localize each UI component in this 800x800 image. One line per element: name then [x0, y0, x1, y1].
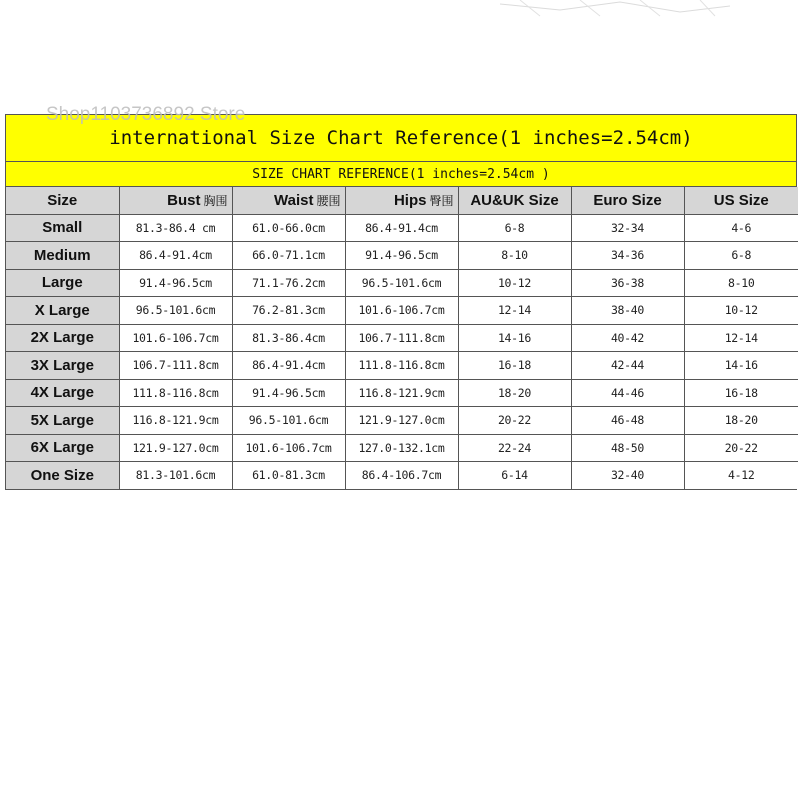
cell-waist: 101.6-106.7cm: [232, 434, 345, 462]
table-header-row: [6, 187, 798, 214]
cell-hips: 86.4-106.7cm: [345, 462, 458, 489]
chart-subtitle: SIZE CHART REFERENCE(1 inches=2.54cm ): [6, 162, 796, 187]
header-hips: Hips 臀围: [345, 187, 458, 214]
cell-euro-size: 40-42: [571, 324, 684, 352]
cell-au-uk-size: 14-16: [458, 324, 571, 352]
cell-hips: 121.9-127.0cm: [345, 407, 458, 435]
header-waist: Waist 腰围: [232, 187, 345, 214]
cell-au-uk-size: 10-12: [458, 269, 571, 297]
table-row: [6, 324, 798, 352]
cell-euro-size: 34-36: [571, 242, 684, 270]
cell-euro-size: 32-40: [571, 462, 684, 489]
cell-bust: 116.8-121.9cm: [119, 407, 232, 435]
header-au-uk-size: AU&UK Size: [458, 187, 571, 214]
cell-us-size: 12-14: [684, 324, 798, 352]
cell-bust: 101.6-106.7cm: [119, 324, 232, 352]
cell-hips: 116.8-121.9cm: [345, 379, 458, 407]
table-row: [6, 242, 798, 270]
cell-euro-size: 48-50: [571, 434, 684, 462]
cell-us-size: 14-16: [684, 352, 798, 380]
cell-bust: 111.8-116.8cm: [119, 379, 232, 407]
cell-size: Medium: [6, 242, 119, 270]
size-table: [6, 187, 798, 489]
cell-bust: 81.3-86.4 cm: [119, 214, 232, 242]
cell-bust: 91.4-96.5cm: [119, 269, 232, 297]
table-row: [6, 352, 798, 380]
cell-au-uk-size: 6-8: [458, 214, 571, 242]
cell-us-size: 20-22: [684, 434, 798, 462]
header-euro-size: Euro Size: [571, 187, 684, 214]
cell-bust: 81.3-101.6cm: [119, 462, 232, 489]
cell-size: 3X Large: [6, 352, 119, 380]
cell-bust: 106.7-111.8cm: [119, 352, 232, 380]
table-row: [6, 379, 798, 407]
header-bust: Bust 胸围: [119, 187, 232, 214]
cell-us-size: 4-6: [684, 214, 798, 242]
cell-au-uk-size: 6-14: [458, 462, 571, 489]
cell-hips: 91.4-96.5cm: [345, 242, 458, 270]
header-size: Size: [6, 187, 119, 214]
chart-title: international Size Chart Reference(1 inches=2.54cm): [6, 115, 796, 162]
cell-us-size: 6-8: [684, 242, 798, 270]
cell-size: X Large: [6, 297, 119, 325]
cell-us-size: 4-12: [684, 462, 798, 489]
cell-waist: 76.2-81.3cm: [232, 297, 345, 325]
table-row: [6, 462, 798, 489]
cell-euro-size: 44-46: [571, 379, 684, 407]
cell-au-uk-size: 16-18: [458, 352, 571, 380]
store-watermark: Shop1103736892 Store: [46, 104, 246, 125]
cell-size: 2X Large: [6, 324, 119, 352]
cell-us-size: 18-20: [684, 407, 798, 435]
table-body: [6, 214, 798, 489]
cell-hips: 101.6-106.7cm: [345, 297, 458, 325]
cell-euro-size: 42-44: [571, 352, 684, 380]
cell-size: Small: [6, 214, 119, 242]
cell-waist: 91.4-96.5cm: [232, 379, 345, 407]
cell-waist: 81.3-86.4cm: [232, 324, 345, 352]
cell-au-uk-size: 8-10: [458, 242, 571, 270]
cell-euro-size: 36-38: [571, 269, 684, 297]
cell-bust: 121.9-127.0cm: [119, 434, 232, 462]
table-row: [6, 434, 798, 462]
cell-au-uk-size: 18-20: [458, 379, 571, 407]
cell-size: One Size: [6, 462, 119, 489]
cell-size: 6X Large: [6, 434, 119, 462]
cell-bust: 96.5-101.6cm: [119, 297, 232, 325]
cell-us-size: 10-12: [684, 297, 798, 325]
cell-size: Large: [6, 269, 119, 297]
cell-waist: 86.4-91.4cm: [232, 352, 345, 380]
cell-au-uk-size: 22-24: [458, 434, 571, 462]
background-decoration: [500, 0, 730, 18]
cell-euro-size: 32-34: [571, 214, 684, 242]
cell-hips: 111.8-116.8cm: [345, 352, 458, 380]
cell-au-uk-size: 12-14: [458, 297, 571, 325]
cell-euro-size: 46-48: [571, 407, 684, 435]
cell-au-uk-size: 20-22: [458, 407, 571, 435]
table-row: [6, 214, 798, 242]
cell-size: 4X Large: [6, 379, 119, 407]
size-chart: [5, 114, 797, 490]
cell-bust: 86.4-91.4cm: [119, 242, 232, 270]
cell-waist: 96.5-101.6cm: [232, 407, 345, 435]
cell-us-size: 8-10: [684, 269, 798, 297]
table-row: [6, 297, 798, 325]
cell-hips: 106.7-111.8cm: [345, 324, 458, 352]
cell-waist: 71.1-76.2cm: [232, 269, 345, 297]
cell-euro-size: 38-40: [571, 297, 684, 325]
header-us-size: US Size: [684, 187, 798, 214]
cell-hips: 86.4-91.4cm: [345, 214, 458, 242]
cell-hips: 96.5-101.6cm: [345, 269, 458, 297]
cell-size: 5X Large: [6, 407, 119, 435]
table-row: [6, 269, 798, 297]
cell-waist: 61.0-66.0cm: [232, 214, 345, 242]
cell-waist: 61.0-81.3cm: [232, 462, 345, 489]
cell-us-size: 16-18: [684, 379, 798, 407]
table-row: [6, 407, 798, 435]
cell-hips: 127.0-132.1cm: [345, 434, 458, 462]
cell-waist: 66.0-71.1cm: [232, 242, 345, 270]
